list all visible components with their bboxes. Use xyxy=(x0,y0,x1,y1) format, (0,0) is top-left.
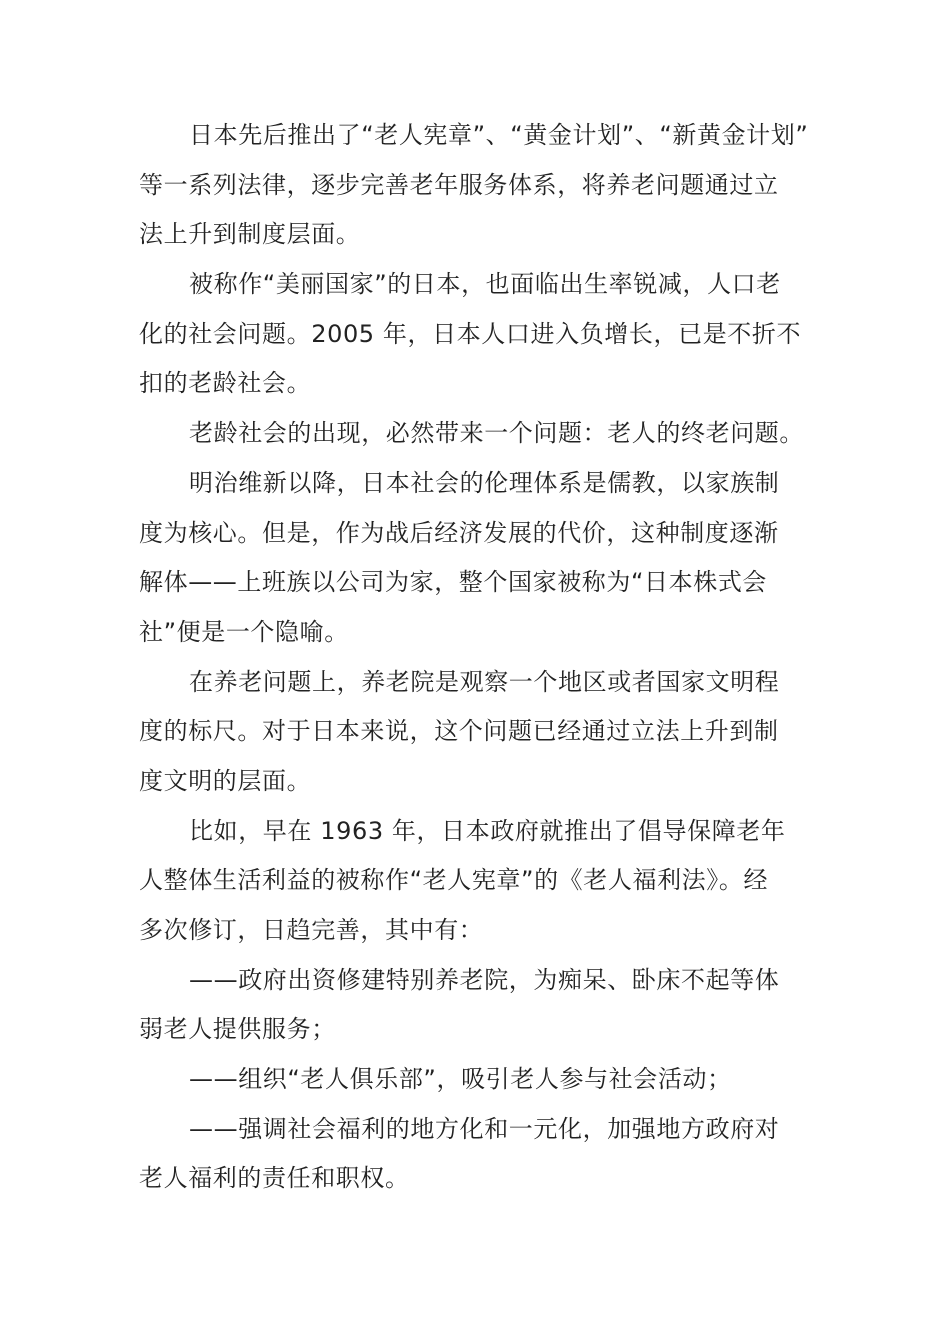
text-line-3: 法上升到制度层面。 xyxy=(139,220,361,249)
text-line-7: 老龄社会的出现，必然带来一个问题：老人的终老问题。 xyxy=(189,419,804,448)
text-line-10: 解体——上班族以公司为家，整个国家被称为“日本株式会 xyxy=(139,568,768,597)
text-line-8: 明治维新以降，日本社会的伦理体系是儒教，以家族制 xyxy=(189,468,780,497)
text-line-6: 扣的老龄社会。 xyxy=(139,369,312,398)
text-line-15: 比如，早在 1963 年，日本政府就推出了倡导保障老年 xyxy=(189,816,786,845)
text-line-19: 弱老人提供服务； xyxy=(139,1015,336,1044)
text-line-22: 老人福利的责任和职权。 xyxy=(139,1164,410,1193)
text-line-12: 在养老问题上，养老院是观察一个地区或者国家文明程 xyxy=(189,667,780,696)
text-line-14: 度文明的层面。 xyxy=(139,766,312,795)
text-line-16: 人整体生活利益的被称作“老人宪章”的《老人福利法》。经 xyxy=(139,866,769,895)
text-line-2: 等一系列法律，逐步完善老年服务体系，将养老问题通过立 xyxy=(139,170,779,199)
text-line-18: ——政府出资修建特别养老院，为痴呆、卧床不起等体 xyxy=(189,965,780,994)
body-text xyxy=(139,111,819,1204)
text-line-21: ——强调社会福利的地方化和一元化，加强地方政府对 xyxy=(189,1114,780,1143)
text-line-5: 化的社会问题。2005 年，日本人口进入负增长，已是不折不 xyxy=(139,319,802,348)
text-line-4: 被称作“美丽国家”的日本，也面临出生率锐减，人口老 xyxy=(189,270,781,299)
text-line-1: 日本先后推出了“老人宪章”、“黄金计划”、“新黄金计划” xyxy=(189,121,809,149)
text-line-17: 多次修订，日趋完善，其中有： xyxy=(139,916,484,944)
text-line-13: 度的标尺。对于日本来说，这个问题已经通过立法上升到制 xyxy=(139,717,779,746)
text-line-9: 度为核心。但是，作为战后经济发展的代价，这种制度逐渐 xyxy=(139,518,779,547)
text-line-11: 社”便是一个隐喻。 xyxy=(139,617,349,646)
text-line-20: ——组织“老人俱乐部”，吸引老人参与社会活动； xyxy=(189,1065,732,1094)
